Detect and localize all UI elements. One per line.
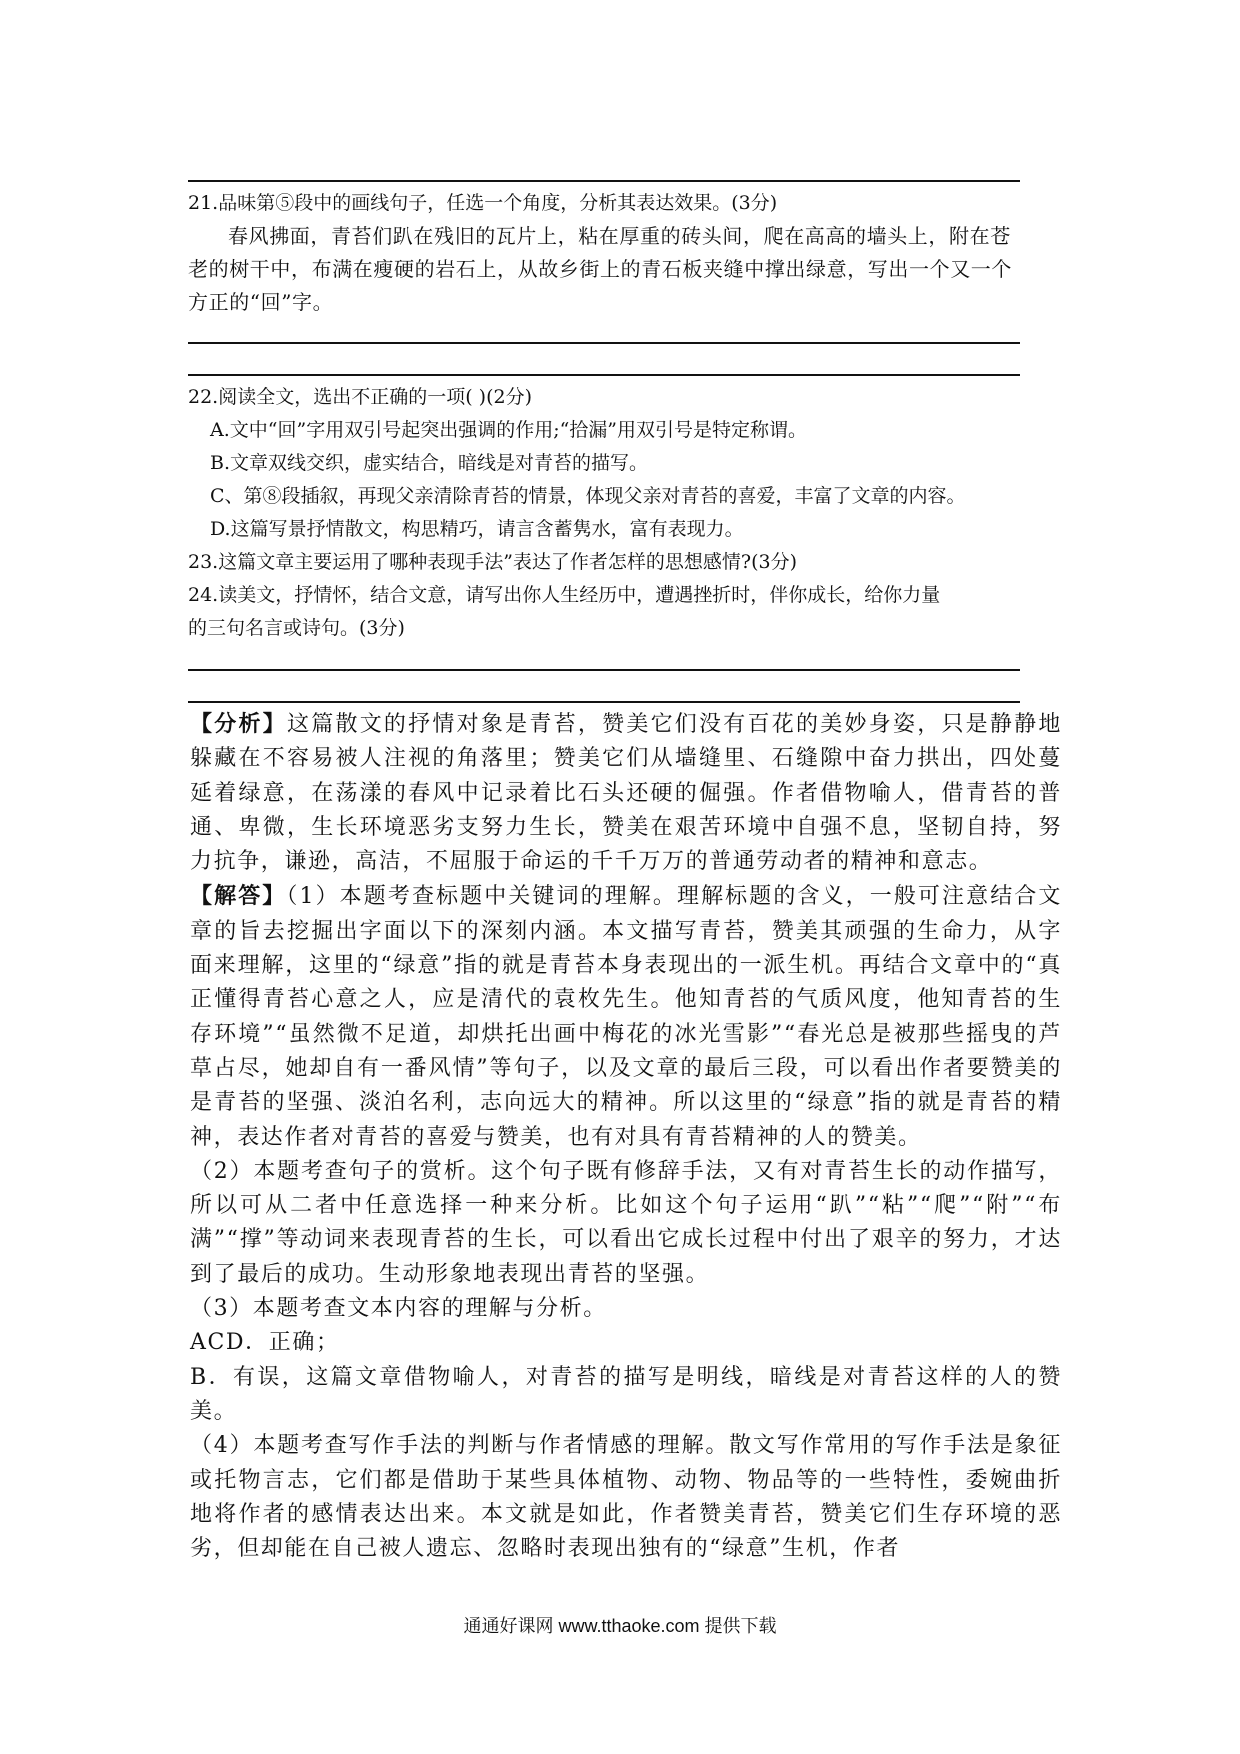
- analysis-label: 【分析】: [190, 711, 287, 737]
- answer-paragraph-1: 【解答】（1）本题考查标题中关键词的理解。理解标题的含义，一般可注意结合文章的旨去挖掘出字面以下的深刻内涵。本文描写青苔，赞美其顽强的生命力，从字面来理解，这里的“绿意”指的就是青苔本身表现出的一派生机。再结合文章中的“真正懂得青苔心意之人，应是清代的袁枚先生。他知青苔的气质风度，他知青苔的生存环境”“虽然微不足道，却烘托出画中梅花的冰光雪影”“春光总是被那些摇曳的芦草占尽，她却自有一番风情”等句子，以及文章的最后三段，可以看出作者要赞美的是青苔的坚强、淡泊名利，志向远大的精神。所以这里的“绿意”指的就是青苔的精神，表达作者对青苔的喜爱与赞美，也有对具有青苔精神的人的赞美。: [190, 883, 1062, 1150]
- analysis-paragraph: [190, 707, 1062, 879]
- question-21-quote-line-1: 春风拂面，青苔们趴在残旧的瓦片上，粘在厚重的砖头间，爬在高高的墙头上，附在苍: [228, 224, 1011, 248]
- answer-line: [188, 669, 1020, 671]
- answer-paragraph-5: B．有误，这篇文章借物喻人，对青苔的描写是明线，暗线是对青苔这样的人的赞美。: [190, 1364, 1062, 1424]
- answer-paragraph-6: （4）本题考查写作手法的判断与作者情感的理解。散文写作常用的写作手法是象征或托物言志，它们都是借助于某些具体植物、动物、物品等的一些特性，委婉曲折地将作者的感情表达出来。本文就是如此，作者赞美青苔，赞美它们生存环境的恶劣，但却能在自己被人遗忘、忽略时表现出独有的“绿意”生机，作者: [190, 1433, 1062, 1562]
- question-21-quote-line-3: 方正的“回”字。: [188, 290, 334, 314]
- question-21-quote-line-2: 老的树干中，布满在瘦硬的岩石上，从故乡街上的青石板夹缝中撑出绿意，写出一个又一个: [188, 257, 1012, 281]
- answer-paragraph-4: ACD．正确；: [190, 1330, 340, 1356]
- answer-line: [188, 701, 1020, 703]
- question-22-option-b: B.文章双线交织，虚实结合，暗线是对青苔的描写。: [210, 452, 649, 474]
- question-22-option-a: A.文中“回”字用双引号起突出强调的作用;“拾漏”用双引号是特定称谓。: [210, 419, 808, 441]
- answer-label: 【解答】: [190, 883, 287, 910]
- question-24-line-1: 24.读美文，抒情怀，结合文意，请写出你人生经历中，遭遇挫折时，伴你成长，给你力量: [188, 584, 941, 606]
- analysis-text: 这篇散文的抒情对象是青苔，赞美它们没有百花的美妙身姿，只是静静地躲藏在不容易被人注视的角落里；赞美它们从墙缝里、石缝隙中奋力拱出，四处蔓延着绿意，在荡漾的春风中记录着比石头还硬的倔强。作者借物喻人，借青苔的普通、卑微，生长环境恶劣支努力生长，赞美在艰苦环境中自强不息，坚韧自持，努力抗争，谦逊，高洁，不屈服于命运的千千万万的普通劳动者的精神和意志。: [190, 712, 1063, 875]
- question-21-title: 21.品味第⑤段中的画线句子，任选一个角度，分析其表达效果。(3分): [188, 192, 778, 214]
- question-22-option-c: C、第⑧段插叙，再现父亲清除青苔的情景，体现父亲对青苔的喜爱，丰富了文章的内容。: [210, 485, 966, 507]
- question-23-title: 23.这篇文章主要运用了哪种表现手法”表达了作者怎样的思想感情?(3分): [188, 551, 798, 573]
- analysis-and-answer-section: [190, 707, 1062, 1566]
- question-22-option-d: D.这篇写景抒情散文，构思精巧，请言含蓄隽水，富有表现力。: [210, 518, 744, 540]
- question-22-title: 22.阅读全文，选出不正确的一项( )(2分): [188, 386, 532, 408]
- answer-line: [188, 374, 1020, 376]
- answer-paragraph-2: （2）本题考查句子的赏析。这个句子既有修辞手法，又有对青苔生长的动作描写，所以可从二者中任意选择一种来分析。比如这个句子运用“趴”“粘”“爬”“附”“布满”“撑”等动词来表现青苔的生长，可以看出它成长过程中付出了艰辛的努力，才达到了最后的成功。生动形象地表现出青苔的坚强。: [190, 1158, 1062, 1287]
- question-24-line-2: 的三句名言或诗句。(3分): [188, 617, 405, 639]
- answer-line: [188, 180, 1020, 182]
- answer-paragraph-3: （3）本题考查文本内容的理解与分析。: [190, 1296, 607, 1322]
- footer-credit: 通通好课网 www.tthaoke.com 提供下载: [463, 1616, 777, 1636]
- answer-line: [188, 342, 1020, 344]
